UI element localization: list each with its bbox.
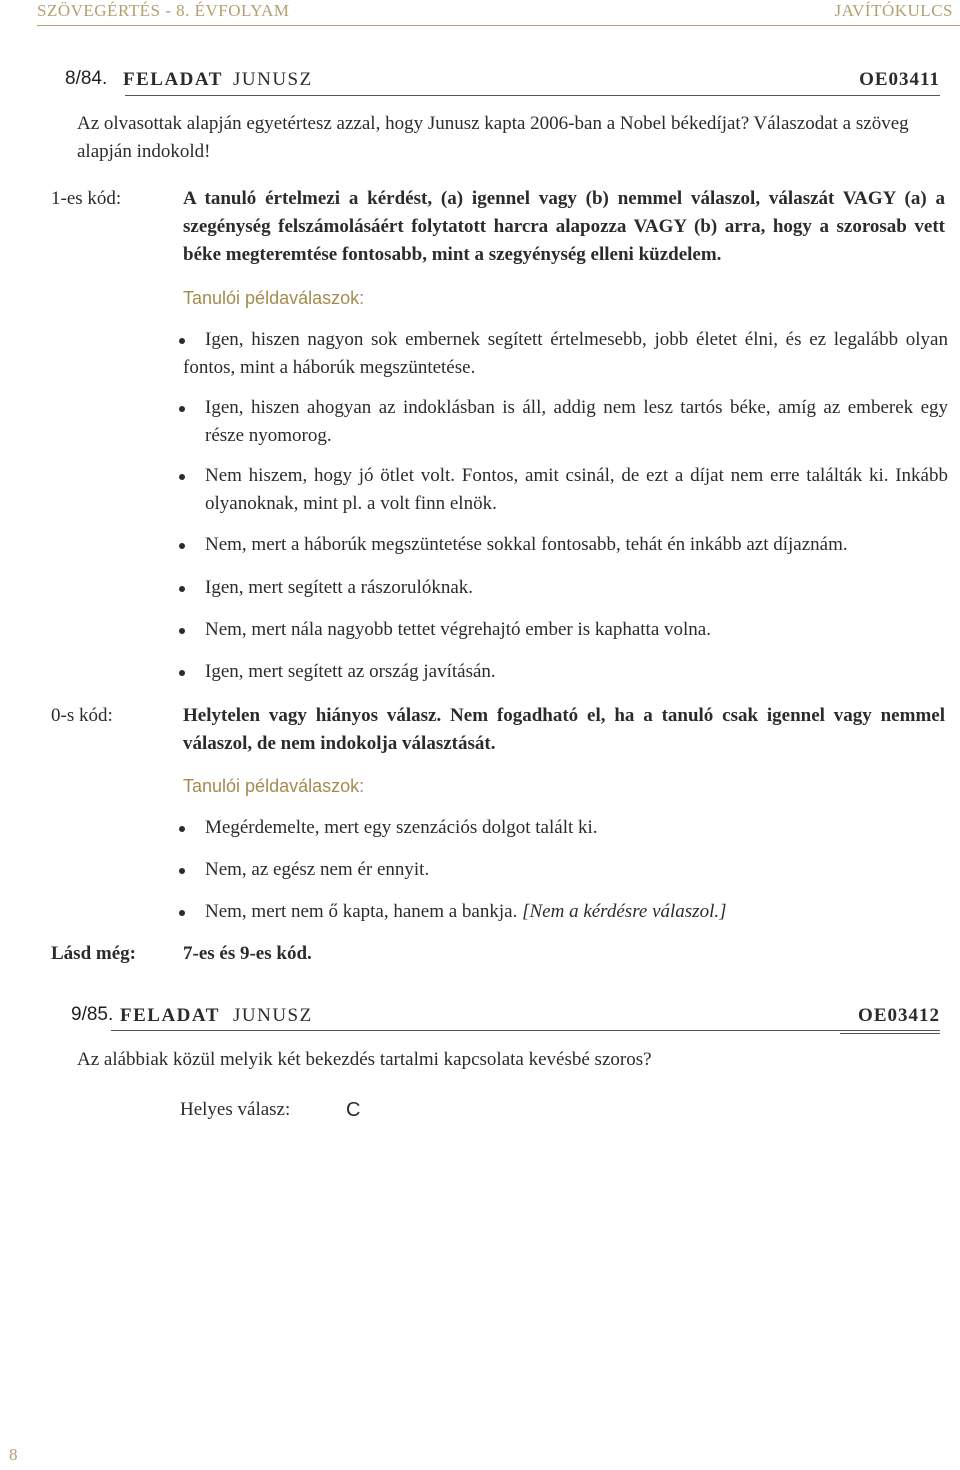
see-also-label: Lásd még: xyxy=(51,943,136,964)
task-code: OE03412 xyxy=(858,1005,940,1026)
correct-answer-label: Helyes válasz: xyxy=(180,1099,291,1120)
header-divider xyxy=(37,25,960,26)
list-item: Nem, mert a háborúk megszüntetése sokkal fontosabb, tehát én inkább azt díjaznám. xyxy=(183,531,948,559)
list-item: Igen, hiszen nagyon sok embernek segített értelmesebb, jobb életet élni, és ez legalább olyan fontos, mint a háborúk megszüntetése. xyxy=(183,326,948,382)
task-heading-8-84 xyxy=(65,68,940,96)
code-1-description: A tanuló értelmezi a kérdést, (a) igennel vagy (b) nemmel válaszol, válaszát VAGY (a) a szegénység felszámolásáért folytatott harcra alapozza VAGY (b) arra, hogy a szorosab vett béke megteremtése fontosabb, mint a szegyénység elleni küzdelem. xyxy=(183,188,945,265)
task-question: Az alábbiak közül melyik két bekezdés tartalmi kapcsolata kevésbé szoros? xyxy=(77,1049,652,1070)
bullet-icon xyxy=(179,338,185,344)
bullet-icon xyxy=(179,628,185,634)
task-feladat-label: FELADAT xyxy=(123,69,223,90)
list-item: Nem, az egész nem ér ennyit. xyxy=(183,856,948,884)
code-0-description: Helytelen vagy hiányos válasz. Nem fogadható el, ha a tanuló csak igennel vagy nemmel válaszol, de nem indokolja választását. xyxy=(183,705,945,754)
task-number: 9/85. xyxy=(71,1004,114,1025)
task-heading-rule xyxy=(125,95,940,96)
task-heading-9-85 xyxy=(65,1004,940,1032)
code-1-examples-heading: Tanulói példaválaszok: xyxy=(183,288,365,308)
bullet-icon xyxy=(179,543,185,549)
list-item: Igen, hiszen ahogyan az indoklásban is áll, addig nem lesz tartós béke, amíg az emberek egy része nyomorog. xyxy=(183,394,948,450)
page-number: 8 xyxy=(9,1445,18,1464)
list-item: Igen, mert segített a rászorulóknak. xyxy=(183,574,948,602)
correct-answer-value: C xyxy=(346,1099,361,1121)
bullet-icon xyxy=(179,474,185,480)
bullet-icon xyxy=(179,868,185,874)
list-item: Megérdemelte, mert egy szenzációs dolgot talált ki. xyxy=(183,814,948,842)
list-item: Nem, mert nála nagyobb tettet végrehajtó ember is kaphatta volna. xyxy=(183,616,948,644)
bullet-icon xyxy=(179,586,185,592)
see-also-text: 7-es és 9-es kód. xyxy=(183,943,312,964)
task-question: Az olvasottak alapján egyetértesz azzal, hogy Junusz kapta 2006-ban a Nobel békedíjat? Válaszodat a szöveg alapján indokold! xyxy=(77,113,909,162)
bullet-icon xyxy=(179,826,185,832)
list-item: Nem hiszem, hogy jó ötlet volt. Fontos, amit csinál, de ezt a díjat nem erre találták ki. Inkább olyanoknak, mint pl. a volt finn elnök. xyxy=(183,462,948,518)
running-header-left: SZÖVEGÉRTÉS - 8. ÉVFOLYAM xyxy=(37,1,290,20)
grader-note: [Nem a kérdésre válaszol.] xyxy=(522,901,727,922)
task-topic: JUNUSZ xyxy=(233,69,313,90)
bullet-icon xyxy=(179,910,185,916)
code-0-label: 0-s kód: xyxy=(51,705,113,726)
task-heading-rule xyxy=(111,1030,940,1031)
task-code: OE03411 xyxy=(859,69,940,90)
list-item xyxy=(183,898,948,926)
task-number: 8/84. xyxy=(65,68,108,89)
example-text: Nem, mert nem ő kapta, hanem a bankja. xyxy=(205,901,518,922)
code-0-examples-heading: Tanulói példaválaszok: xyxy=(183,776,365,796)
task-topic: JUNUSZ xyxy=(233,1005,313,1026)
task-code-underline xyxy=(840,1033,940,1034)
running-header-right: JAVÍTÓKULCS xyxy=(834,1,953,20)
code-1-label: 1-es kód: xyxy=(51,188,122,209)
task-feladat-label: FELADAT xyxy=(120,1005,220,1026)
list-item: Igen, mert segített az ország javításán. xyxy=(183,658,948,686)
bullet-icon xyxy=(179,406,185,412)
bullet-icon xyxy=(179,670,185,676)
